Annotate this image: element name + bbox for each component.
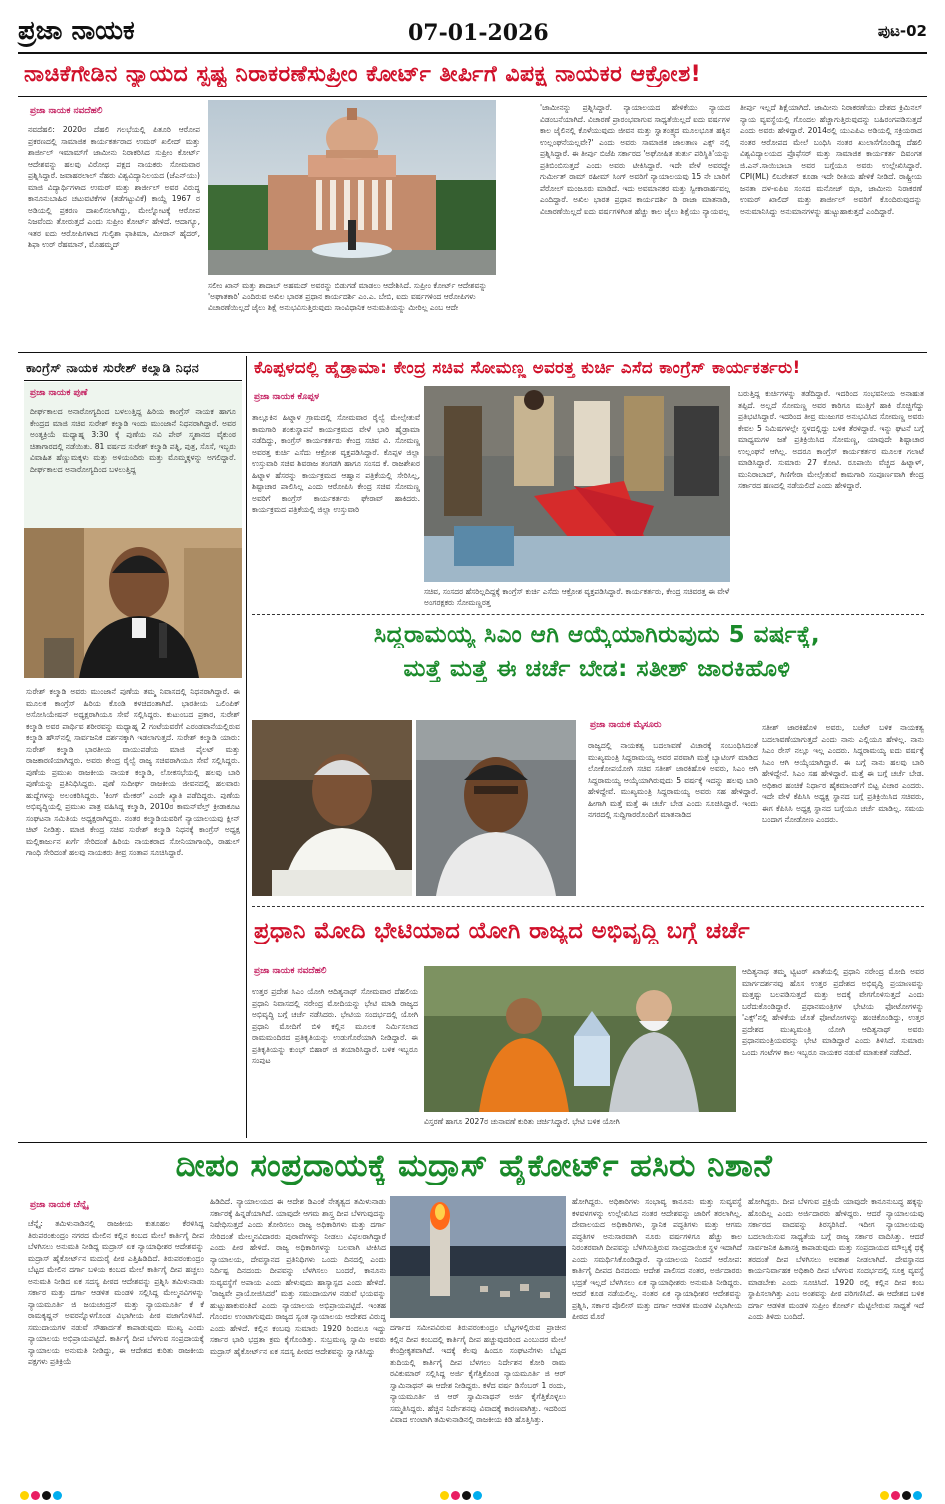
- story2-intro: ದೀರ್ಘಕಾಲದ ಅನಾರೋಗ್ಯದಿಂದ ಬಳಲುತ್ತಿದ್ದ ಹಿರಿಯ ಕಾಂಗ್ರೆಸ್ ನಾಯಕ ಹಾಗೂ ಕೇಂದ್ರದ ಮಾಜಿ ಸಚಿವ ಸುರೇಶ್ ಕಲ್ಮಾಡಿ ಇಂದು ಮುಂಜಾನೆ ನಿಧನರಾಗಿದ್ದಾರೆ. ಅವರ ಅಂತ್ಯಕ್ರಿಯೆ ಮಧ್ಯಾಹ್ನ 3:30 ಕ್ಕೆ ಪುಣೆಯ ನವಿ ಪೇಠ್ ಸ್ಮಶಾನದ ವೈಕುಂಠ ಚಿತಾಗಾರದಲ್ಲಿ ನಡೆಯಿತು. 81 ವರ್ಷದ ಸುರೇಶ್ ಕಲ್ಮಾಡಿ ಪತ್ನಿ, ಪುತ್ರ, ಸೊಸೆ, ಇಬ್ಬರು ವಿವಾಹಿತ ಹೆಣ್ಣುಮಕ್ಕಳು ಮತ್ತು ಅಳಿಯಂದಿರು ಮತ್ತು ಮೊಮ್ಮಕ್ಕಳನ್ನು ಅಗಲಿದ್ದಾರೆ. ದೀರ್ಘಕಾಲದ ಅನಾರೋಗ್ಯದಿಂದ ಬಳಲುತ್ತಿದ್ದ: [30, 407, 236, 474]
- divider: [18, 352, 927, 353]
- registration-dot: [31, 1491, 40, 1500]
- story4-byline: ಪ್ರಜಾ ನಾಯಕ ಮೈಸೂರು: [590, 720, 662, 730]
- registration-dot: [20, 1491, 29, 1500]
- story2-body: ಸುರೇಶ್ ಕಲ್ಮಾಡಿ ಅವರು ಮುಂಜಾನೆ ಪುಣೆಯ ತಮ್ಮ ನಿವಾಸದಲ್ಲಿ ನಿಧನರಾಗಿದ್ದಾರೆ. ಈ ಮೂಲಕ ಕಾಂಗ್ರೆಸ್ ಹಿರಿಯ ಕೊಂಡಿ ಕಳಚಿದಂತಾಗಿದೆ. ಭಾರತೀಯ ಒಲಿಂಪಿಕ್ ಅಸೋಸಿಯೇಷನ್ ಅಧ್ಯಕ್ಷರಾಗಿಯೂ ಸೇವೆ ಸಲ್ಲಿಸಿದ್ದರು. ಕುಟುಂಬದ ಪ್ರಕಾರ, ಸುರೇಶ್ ಕಲ್ಮಾಡಿ ಅವರ ಪಾರ್ಥಿವ ಶರೀರವನ್ನು ಮಧ್ಯಾಹ್ನ 2 ಗಂಟೆಯವರೆಗೆ ಎರಂಡವಾನೆಯಲ್ಲಿರುವ ಕಲ್ಮಾಡಿ ಹೌಸ್‌ನಲ್ಲಿ ಸಾರ್ವಜನಿಕ ದರ್ಶನಕ್ಕಾಗಿ ಇಡಲಾಗುತ್ತದೆ. ಸುರೇಶ್ ಕಲ್ಮಾಡಿ ಯಾರು: ಸುರೇಶ್ ಕಲ್ಮಾಡಿ ಭಾರತೀಯ ವಾಯುಪಡೆಯ ಮಾಜಿ ಪೈಲಟ್ ಮತ್ತು ರಾಜಕಾರಣಿಯಾಗಿದ್ದರು. ಅವರು ಕೇಂದ್ರ ರೈಲ್ವೆ ರಾಜ್ಯ ಸಚಿವರಾಗಿಯೂ ಸೇವೆ ಸಲ್ಲಿಸಿದ್ದರು. ಪುಣೆಯ ಪ್ರಮುಖ ರಾಜಕೀಯ ನಾಯಕ ಕಲ್ಮಾಡಿ, ಲೋಕಸಭೆಯಲ್ಲಿ ಹಲವು ಬಾರಿ ಪುಣೆಯನ್ನು ಪ್ರತಿನಿಧಿಸಿದ್ದರು. ಪುಣೆ ಸುದೀರ್ಘ ರಾಜಕೀಯ ಜೀವನದಲ್ಲಿ ಹಲವಾರು ಹುದ್ದೆಗಳನ್ನು ಅಲಂಕರಿಸಿದ್ದರು. 'ಕಿಂಗ್ ಮೇಕರ್' ಎಂದೇ ಖ್ಯಾತಿ ಪಡೆದಿದ್ದರು. ಪುಣೆಯ ಅಭಿವೃದ್ಧಿಯಲ್ಲಿ ಪ್ರಮುಖ ಪಾತ್ರ ವಹಿಸಿದ್ದ ಕಲ್ಮಾಡಿ, 2010ರ ಕಾಮನ್‌ವೆಲ್ತ್ ಕ್ರೀಡಾಕೂಟ ಸಂಘಟನಾ ಸಮಿತಿಯ ಅಧ್ಯಕ್ಷರಾಗಿದ್ದರು. ನಂತರ ಕಲ್ಮಾಡಿಯವರಿಗೆ ನ್ಯಾಯಾಲಯವು ಕ್ಲೀನ್ ಚಿಟ್ ನೀಡಿತ್ತು. ಮಾಜಿ ಕೇಂದ್ರ ಸಚಿವ ಸುರೇಶ್ ಕಲ್ಮಾಡಿ ನಿಧನಕ್ಕೆ ಕಾಂಗ್ರೆಸ್ ಅಧ್ಯಕ್ಷ ಮಲ್ಲಿಕಾರ್ಜುನ ಖರ್ಗೆ ಸೇರಿದಂತೆ ಹಿರಿಯ ನಾಯಕರಾದ ಸೋನಿಯಾಗಾಂಧಿ, ರಾಹುಲ್ ಗಾಂಧಿ ಸೇರಿದಂತೆ ಹಲವು ನಾಯಕರು ತೀವ್ರ ಸಂತಾಪ ಸೂಚಿಸಿದ್ದಾರೆ.: [26, 687, 240, 857]
- newspaper-title: ಪ್ರಜಾ ನಾಯಕ: [18, 16, 135, 46]
- story1-column-1: ನವದೆಹಲಿ: 2020ರ ದೆಹಲಿ ಗಲಭೆಯಲ್ಲಿ ಪಿತೂರಿ ಆರೋಪ ಪ್ರಕರಣದಲ್ಲಿ ಸಾಮಾಜಿಕ ಕಾರ್ಯಕರ್ತರಾದ ಉಮರ್ ಖಲೀದ್ ಮತ್ತು ಶಾರ್ಜೀಲ್ ಇಮಾಮ್‌ಗೆ ಜಾಮೀನು ನಿರಾಕರಿಸಿದ ಸುಪ್ರೀಂ ಕೋರ್ಟ್ ಆದೇಶವನ್ನು ಹಲವು ವಿರೋಧ ಪಕ್ಷದ ನಾಯಕರು ಸೋಮವಾರ ಪ್ರಶ್ನಿಸಿದ್ದಾರೆ. ಜವಾಹರಲಾಲ್ ನೆಹರು ವಿಶ್ವವಿದ್ಯಾನಿಲಯದ (ಜೆಎನ್‌ಯು) ಮಾಜಿ ವಿದ್ಯಾರ್ಥಿಗಳಾದ ಉಮರ್ ಮತ್ತು ಶಾರ್ಜೀಲ್ ಅವರ ವಿರುದ್ಧ ಕಾನೂನುಬಾಹಿರ ಚಟುವಟಿಕೆಗಳ (ತಡೆಗಟ್ಟುವಿಕೆ) ಕಾಯ್ದೆ 1967 ರ ಅಡಿಯಲ್ಲಿ ಪ್ರಕರಣ ದಾಖಲಿಸಲಾಗಿದ್ದು, ಮೇಲ್ನೋಟಕ್ಕೆ ಆರೋಪ ನಿಜವೆಂದು ತೋರುತ್ತದೆ ಎಂದು ಸುಪ್ರೀಂ ಕೋರ್ಟ್ ಹೇಳಿದೆ. ಆದಾಗ್ಯೂ, ಇತರ ಐದು ಆರೋಪಿಗಳಾದ ಗುಲ್ಫಿಶಾ ಫಾತಿಮಾ, ಮೀರಾನ್ ಹೈದರ್, ಶಿಫಾ ಉರ್ ರೆಹಮಾನ್, ಮೊಹಮ್ಮದ್: [28, 125, 200, 249]
- story4-column-1: ರಾಜ್ಯದಲ್ಲಿ ನಾಯಕತ್ವ ಬದಲಾವಣೆ ವಿಚಾರಕ್ಕೆ ಸಂಬಂಧಿಸಿದಂತೆ ಮುಖ್ಯಮಂತ್ರಿ ಸಿದ್ದರಾಮಯ್ಯ ಅವರ ಪರವಾಗಿ ಮತ್ತೆ ಬ್ಯಾಟಿಂಗ್ ಮಾಡಿದ ಲೋಕೋಪಯೋಗಿ ಸಚಿವ ಸತೀಶ್ ಜಾರಕಿಹೊಳಿ ಅವರು, ಸಿಎಂ ಆಗಿ ಸಿದ್ದರಾಮಯ್ಯ ಆಯ್ಕೆಯಾಗಿರುವುದು 5 ವರ್ಷಕ್ಕೆ ಇದನ್ನು ಹಲವು ಬಾರಿ ಹೇಳಿದ್ದೇವೆ. ಮುಖ್ಯಮಂತ್ರಿ ಸಿದ್ದರಾಮಯ್ಯ ಅವರು ಸಹ ಹೇಳಿದ್ದಾರೆ. ಹೀಗಾಗಿ ಮತ್ತೆ ಮತ್ತೆ ಈ ಚರ್ಚೆ ಬೇಡ ಎಂದು ಸೂಚಿಸಿದ್ದಾರೆ. ಇಂದು ನಗರದಲ್ಲಿ ಸುದ್ದಿಗಾರರೊಂದಿಗೆ ಮಾತನಾಡಿದ: [588, 741, 758, 819]
- divider: [18, 96, 927, 97]
- divider: [24, 380, 242, 381]
- story3-image-caption: ಸಚಿವ, ಸಂಸದರ ಹೆಸರಿಲ್ಲದಿದ್ದಕ್ಕೆ ಕಾಂಗ್ರೆಸ್ ಕುರ್ಚಿ ಎಸೆದು ಆಕ್ರೋಶ ವ್ಯಕ್ತಪಡಿಸಿದ್ದಾರೆ. ಕಾರ್ಯಕರ್ತರು, ಕೇಂದ್ರ ಸಚಿವರತ್ತ ಈ ವೇಳೆ ಅಂಗರಕ್ಷಕರು ಸೋಮಣ್ಣರತ್ತ: [424, 587, 730, 607]
- column-divider: [246, 356, 247, 1138]
- yogi-modi-photo: [424, 966, 736, 1112]
- registration-marks-right: [880, 1485, 924, 1504]
- story6-column-4: ಹೋಗಿದ್ದರು. ಅಧಿಕಾರಿಗಳು ಸಂಭಾವ್ಯ ಕಾನೂನು ಮತ್ತು ಸುವ್ಯವಸ್ಥೆ ಕಳವಳಗಳನ್ನು ಉಲ್ಲೇಖಿಸಿದ ನಂತರ ಆದೇಶವನ್ನು ಜಾರಿಗೆ ತರಲಾಗಿಲ್ಲ. ದೇವಾಲಯದ ಅಧಿಕಾರಿಗಳು, ಸ್ಥಾನಿಕ ಪದ್ಧತಿಗಳು ಮತ್ತು ಆಗಮ ಪದ್ಧತಿಗಳ ಅನುಸಾರವಾಗಿ ನೂರು ವರ್ಷಗಳಿಗೂ ಹೆಚ್ಚು ಕಾಲ ನಿರಂತರವಾಗಿ ದೀಪವನ್ನು ಬೆಳಗಿಸುತ್ತಿರುವ ಸಾಂಪ್ರದಾಯಿಕ ಸ್ಥಳ ಇದಾಗಿದೆ ಎಂದು ಸಮರ್ಥಿಸಿಕೊಂಡಿದ್ದಾರೆ. ನ್ಯಾಯಾಲಯ ನಿಂದನೆ ಆರೋಪ: ಕಾರ್ತಿಗೈ ದೀಪದ ದಿನದಂದು ಆದೇಶ ಪಾಲಿಸದ ನಂತರ, ಅರ್ಜಿದಾರರು ಭದ್ರತೆ ಇಲ್ಲದೆ ಬೆಳಗಿಸಲು ಏಕ ನ್ಯಾಯಾಧೀಶರು ಅನುಮತಿ ನೀಡಿದ್ದರು. ಆದರೆ ಕೂಡ ನಡೆಯಲಿಲ್ಲ. ನಂತರ ಏಕ ನ್ಯಾಯಾಧೀಶರ ಆದೇಶವನ್ನು ಪ್ರಶ್ನಿಸಿ, ಸರ್ಕಾರ ಪೊಲೀಸ್ ಮತ್ತು ದರ್ಗಾ ಆಡಳಿತ ಮಂಡಳಿ ವಿಭಾಗೀಯ ಪೀಠದ ಮೊರೆ: [572, 1197, 742, 1321]
- story1-image-caption: ಸಲೀಂ ಖಾನ್ ಮತ್ತು ಶಾದಾಬ್ ಅಹಮದ್ ಅವರನ್ನು ಬಿಡುಗಡೆ ಮಾಡಲು ಆದೇಶಿಸಿದೆ. ಸುಪ್ರೀಂ ಕೋರ್ಟ್ ಆದೇಶವನ್ನು 'ಅಘಾತಕಾರಿ' ಎಂದಿರುವ ಅಖಿಲ ಭಾರತ ಪ್ರಧಾನ ಕಾರ್ಯದರ್ಶಿ ಎಂ.ಎ. ಬೇಬಿ, ಐದು ವರ್ಷಗಳಿಂದ ಆರೋಪಿಗಳು ವಿಚಾರಣೆಯಿಲ್ಲದೆ ಜೈಲು ಶಿಕ್ಷೆ ಅನುಭವಿಸುತ್ತಿರುವುದು ಸಾಂವಿಧಾನಿಕ ಅನುಮತಿಯನ್ನು ಮೀರಿಲ್ಲ ಎಂಬ ಆದೇ: [208, 281, 487, 312]
- suresh-kalmadi-photo: [24, 528, 242, 678]
- registration-dot: [42, 1491, 51, 1500]
- registration-dot: [913, 1491, 922, 1500]
- registration-dot: [53, 1491, 62, 1500]
- issue-date: 07-01-2026: [408, 20, 549, 46]
- satish-jarkiholi-photo: [416, 720, 576, 896]
- thiruparankundram-lamp-photo: [390, 1196, 566, 1318]
- story5-headline: ಪ್ರಧಾನಿ ಮೋದಿ ಭೇಟಿಯಾದ ಯೋಗಿ ರಾಜ್ಯದ ಅಭಿವೃದ್ಧಿ ಬಗ್ಗೆ ಚರ್ಚೆ: [254, 918, 750, 944]
- story1-byline: ಪ್ರಜಾ ನಾಯಕ ನವದೆಹಲಿ: [30, 106, 103, 116]
- story3-column-1: ತಾಲ್ಲೂಕಿನ ಹಿಟ್ನಾಳ ಗ್ರಾಮದಲ್ಲಿ ಸೋಮವಾರ ರೈಲ್ವೆ ಮೇಲ್ಸೇತುವೆ ಕಾಮಗಾರಿ ಶಂಕುಸ್ಥಾಪನೆ ಕಾರ್ಯಕ್ರಮದ ವೇಳೆ ಭಾರಿ ಹೈಡ್ರಾಮಾ ನಡೆದಿದ್ದು, ಕಾಂಗ್ರೆಸ್ ಕಾರ್ಯಕರ್ತರು ಕೇಂದ್ರ ಸಚಿವ ವಿ. ಸೋಮಣ್ಣ ಅವರತ್ತ ಕುರ್ಚಿ ಎಸೆದು ಆಕ್ರೋಶ ವ್ಯಕ್ತಪಡಿಸಿದ್ದಾರೆ. ಕೊಪ್ಪಳ ಜಿಲ್ಲಾ ಉಸ್ತುವಾರಿ ಸಚಿವ ಶಿವರಾಜ ತಂಗಡಗಿ ಹಾಗೂ ಸಂಸದ ಕೆ. ರಾಜಶೇಖರ ಹಿಟ್ನಾಳ ಹೆಸರನ್ನು ಕಾರ್ಯಕ್ರಮದ ಆಹ್ವಾನ ಪತ್ರಿಕೆಯಲ್ಲಿ ಸೇರಿಸಿಲ್ಲ, ಶಿಷ್ಟಾಚಾರ ಪಾಲಿಸಿಲ್ಲ ಎಂದು ಆರೋಪಿಸಿ ಕೇಂದ್ರ ಸಚಿವ ಸೋಮಣ್ಣ ಅವರಿಗೆ ಕಾಂಗ್ರೆಸ್ ಕಾರ್ಯಕರ್ತರು ಘೇರಾವ್ ಹಾಕಿದರು. ಕಾರ್ಯಕ್ರಮದ ಪತ್ರಿಕೆಯಲ್ಲಿ ಜಿಲ್ಲಾ ಉಸ್ತುವಾರಿ: [252, 413, 420, 514]
- story5-byline: ಪ್ರಜಾ ನಾಯಕ ನವದೆಹಲಿ: [254, 966, 327, 976]
- story2-headline: ಕಾಂಗ್ರೆಸ್ ನಾಯಕ ಸುರೇಶ್ ಕಲ್ಮಾಡಿ ನಿಧನ: [26, 360, 200, 375]
- story6-byline: ಪ್ರಜಾ ನಾಯಕ ಚೆನ್ನೈ: [30, 1200, 89, 1210]
- story1-headline: ನಾಚಿಕೆಗೇಡಿನ ನ್ಯಾಯದ ಸ್ಪಷ್ಟ ನಿರಾಕರಣೆಸುಪ್ರೀಂ ಕೋರ್ಟ್ ತೀರ್ಪಿಗೆ ವಿಪಕ್ಷ ನಾಯಕರ ಆಕ್ರೋಶ!: [24, 62, 702, 87]
- story6-column-2: ಹಿಡಿದಿದೆ. ನ್ಯಾಯಾಲಯದ ಈ ಆದೇಶ ಡಿಎಂಕೆ ನೇತೃತ್ವದ ತಮಿಳುನಾಡು ಸರ್ಕಾರಕ್ಕೆ ಹಿನ್ನಡೆಯಾಗಿದೆ. ಯಾವುದೇ ಆಗಮ ಶಾಸ್ತ್ರ ದೀಪ ಬೆಳಗುವುದನ್ನು ನಿಷೇಧಿಸುತ್ತದೆ ಎಂದು ತೋರಿಸಲು ರಾಜ್ಯ ಅಧಿಕಾರಿಗಳು ಮತ್ತು ದರ್ಗಾ ಸೇರಿದಂತೆ ಮೇಲ್ಮನವಿದಾರರು ಪುರಾವೆಗಳನ್ನು ನೀಡಲು ವಿಫಲರಾಗಿದ್ದಾರೆ ಎಂದು ಪೀಠ ಹೇಳಿದೆ. ರಾಜ್ಯ ಅಧಿಕಾರಿಗಳನ್ನು ಬಲವಾಗಿ ಟೀಕಿಸಿದ ನ್ಯಾಯಾಲಯ, ದೇವಸ್ಥಾನದ ಪ್ರತಿನಿಧಿಗಳು ಒಂದು ದಿನದಲ್ಲಿ ಎಂದು ನಿರ್ದಿಷ್ಟ ದಿನದಂದು ದೀಪವನ್ನು ಬೆಳಗಿಸಲು ಬಂದರೆ, ಕಾನೂನು ಸುವ್ಯವಸ್ಥೆಗೆ ಅಪಾಯ ಎಂದು ಹೇಳುವುದು ಹಾಸ್ಯಾಸ್ಪದ ಎಂದು ಹೇಳಿದೆ. 'ರಾಜ್ಯವೇ ಪ್ರಾಯೋಜಿಸಿದರೆ' ಮತ್ತು ಸಮುದಾಯಗಳ ನಡುವೆ ಭಯವನ್ನು ಹುಟ್ಟುಹಾಕುವಂತಿದೆ ಎಂದು ನ್ಯಾಯಾಲಯ ಅಭಿಪ್ರಾಯಪಟ್ಟಿದೆ. ಇಂತಹ ಗೊಂದಲ ಉಂಟಾಗುವುದು ರಾಜ್ಯದ ಸ್ವಂತ ನ್ಯಾಯಾಲಯ ಆದೇಶದ ವಿರುದ್ಧ ಎಂದು ಹೇಳಿದೆ. ಕಲ್ಲಿನ ಕಂಬವು ಸುಮಾರು 1920 ರಿಂದಲೂ ಇದ್ದು ಸರ್ಕಾರ ಭಾರಿ ಭದ್ರತಾ ಕ್ರಮ ಕೈಗೊಂಡಿತ್ತು. ಸುಬ್ರಮಣ್ಯ ಸ್ವಾಮಿ ಅವರು ಮದ್ರಾಸ್ ಹೈಕೋರ್ಟ್‌ನ ಏಕ ಸದಸ್ಯ ಪೀಠದ ಆದೇಶವನ್ನು ಸ್ವಾಗತಿಸಿದ್ದು: [210, 1197, 386, 1356]
- story6-headline: ದೀಪಂ ಸಂಪ್ರದಾಯಕ್ಕೆ ಮದ್ರಾಸ್ ಹೈಕೋರ್ಟ್ ಹಸಿರು ನಿಶಾನೆ: [175, 1148, 773, 1184]
- koppal-chair-photo: [424, 386, 730, 582]
- divider: [18, 1142, 927, 1143]
- registration-dot: [473, 1491, 482, 1500]
- masthead: [18, 14, 927, 54]
- story5-image-caption: ವಿಸ್ತರಣೆ ಹಾಗೂ 2027ರ ಚುನಾವಣೆ ಕುರಿತು ಚರ್ಚಿಸಿದ್ದಾರೆ. ಭೇಟಿ ಬಳಿಕ ಯೋಗಿ: [424, 1117, 620, 1126]
- registration-marks-left: [20, 1485, 64, 1504]
- story6-column-1: ಚೆನ್ನೈ: ತಮಿಳುನಾಡಿನಲ್ಲಿ ರಾಜಕೀಯ ಕುತೂಹಲ ಕೆರಳಿಸಿದ್ದ ತಿರುಪರಂಕುಂದ್ರಂ ನಗರದ ಮೇಲಿನ ಕಲ್ಲಿನ ಕಂಬದ ಮೇಲೆ ಕಾರ್ತಿಗೈ ದೀಪ ಬೆಳಗಿಸಲು ಅನುಮತಿ ನೀಡಿದ್ದ ಮದ್ರಾಸ್ ಏಕ ನ್ಯಾಯಾಧೀಶರ ಆದೇಶವನ್ನು ಮದ್ರಾಸ್ ಹೈಕೋರ್ಟ್‌ನ ಮದುರೈ ಪೀಠ ಎತ್ತಿಹಿಡಿದಿದೆ. ತಿರುಪರಂಕುಂದ್ರಂ ಬೆಟ್ಟದ ಮೇಲಿನ ದರ್ಗಾ ಬಳಿಯ ಕಂಬದ ಮೇಲೆ ಕಾರ್ತಿಗೈ ದೀಪ ಹಚ್ಚಲು ಅನುಮತಿ ನೀಡಿದ ಏಕ ಸದಸ್ಯ ಪೀಠದ ಆದೇಶವನ್ನು ಪ್ರಶ್ನಿಸಿ ತಮಿಳುನಾಡು ಸರ್ಕಾರ ಮತ್ತು ದರ್ಗಾ ಆಡಳಿತ ಮಂಡಳಿ ಸಲ್ಲಿಸಿದ್ದ ಮೇಲ್ಮನವಿಗಳನ್ನು ನ್ಯಾಯಮೂರ್ತಿ ಜಿ ಜಯಚಂದ್ರನ್ ಮತ್ತು ನ್ಯಾಯಮೂರ್ತಿ ಕೆ ಕೆ ರಾಮಕೃಷ್ಣನ್ ಅವರನ್ನೊಳಗೊಂಡ ವಿಭಾಗೀಯ ಪೀಠ ವಜಾಗೊಳಿಸಿದೆ. ಸಮುದಾಯಗಳ ನಡುವೆ ಸೌಹಾರ್ದತೆ ಕಾಪಾಡುವುದು ಮುಖ್ಯ ಎಂದು ನ್ಯಾಯಾಲಯ ಅಭಿಪ್ರಾಯಪಟ್ಟಿದೆ. ಕಾರ್ತಿಗೈ ದೀಪ ಬೆಳಗುವ ಸಂಪ್ರದಾಯಕ್ಕೆ ನ್ಯಾಯಾಲಯ ಅನುಮತಿ ನೀಡಿದ್ದು, ಈ ಆದೇಶದ ಕುರಿತು ರಾಜಕೀಯ ಪಕ್ಷಗಳು ಪ್ರತಿಕ್ರಿಯೆ: [28, 1219, 204, 1366]
- story6-column-3: ದರ್ಗಾದ ಸಮೀಪವಿರುವ ತಿರುಪರಂಕುಂದ್ರಂ ಬೆಟ್ಟಗಳಲ್ಲಿರುವ ಪ್ರಾಚೀನ ಕಲ್ಲಿನ ದೀಪ ಕಂಬದಲ್ಲಿ ಕಾರ್ತಿಗೈ ದೀಪ ಹಚ್ಚುವುದರಿಂದ ಎಂಬುದರ ಮೇಲೆ ಕೇಂದ್ರೀಕೃತವಾಗಿದೆ. ಇದಕ್ಕೆ ಕೆಲವು ಹಿಂದೂ ಸಂಘಟನೆಗಳು ಬೆಟ್ಟದ ತುದಿಯಲ್ಲಿ ಕಾರ್ತಿಗೈ ದೀಪ ಬೆಳಗಲು ನಿರ್ದೇಶನ ಕೋರಿ ರಾಮ ರವಿಕುಮಾರ್ ಸಲ್ಲಿಸಿದ್ದ ಅರ್ಜಿ ಕೈಗೆತ್ತಿಕೊಂಡ ನ್ಯಾಯಮೂರ್ತಿ ಜಿ ಆರ್ ಸ್ವಾಮಿನಾಥನ್ ಈ ಆದೇಶ ನೀಡಿದ್ದರು. ಕಳೆದ ವರ್ಷ ಡಿಸೆಂಬರ್ 1 ರಂದು, ನ್ಯಾಯಮೂರ್ತಿ ಜಿ ಆರ್ ಸ್ವಾಮಿನಾಥನ್ ಅರ್ಜಿ ಕೈಗೆತ್ತಿಕೊಳ್ಳಲು ಸಮ್ಮತಿಸಿದ್ದರು. ಹೆಚ್ಚಿನ ನಿರ್ದೇಶನವು ವಿವಾದಕ್ಕೆ ಕಾರಣವಾಗಿತ್ತು. ಇದರಿಂದ ವಿವಾದ ಉಂಟಾಗಿ ತಮಿಳುನಾಡಿನಲ್ಲಿ ರಾಜಕೀಯ ಕಿಡಿ ಹೊತ್ತಿಸಿತ್ತು.: [390, 1323, 566, 1424]
- story2-byline: ಪ್ರಜಾ ನಾಯಕ ಪುಣೆ: [30, 388, 88, 398]
- story3-headline: ಕೊಪ್ಪಳದಲ್ಲಿ ಹೈಡ್ರಾಮಾ: ಕೇಂದ್ರ ಸಚಿವ ಸೋಮಣ್ಣ ಅವರತ್ತ ಕುರ್ಚಿ ಎಸೆದ ಕಾಂಗ್ರೆಸ್ ಕಾರ್ಯಕರ್ತರು!: [254, 358, 801, 377]
- registration-dot: [440, 1491, 449, 1500]
- registration-dot: [880, 1491, 889, 1500]
- story6-column-5: ಹೋಗಿದ್ದರು. ದೀಪ ಬೆಳಗುವ ಪ್ರಕ್ರಿಯೆ ಯಾವುದೇ ಕಾನೂನುಬದ್ಧ ಹಕ್ಕನ್ನು ಹೊಂದಿಲ್ಲ ಎಂದು ಅರ್ಜಿದಾರರು ಹೇಳಿದ್ದರು. ಆದರೆ ನ್ಯಾಯಾಲಯವು ಸರ್ಕಾರದ ವಾದವನ್ನು ತಿರಸ್ಕರಿಸಿದೆ. ಇದೀಗ ನ್ಯಾಯಾಲಯವು ಬದಲಾಯಿಸುವ ಸಾಧ್ಯತೆಯ ಬಗ್ಗೆ ರಾಜ್ಯ ಸರ್ಕಾರ ವಾದಿಸಿತ್ತು. ಆದರೆ ಸಾರ್ವಜನಿಕ ಹಿತಾಸಕ್ತಿ ಕಾಪಾಡುವುದು ಮತ್ತು ಸಂಪ್ರದಾಯದ ಮೌಲ್ಯಕ್ಕೆ ಧಕ್ಕೆ ತರದಂತೆ ದೀಪ ಬೆಳಗಿಸಲು ಅವಕಾಶ ನೀಡಲಾಗಿದೆ. ದೇವಸ್ಥಾನದ ಕಾರ್ಯನಿರ್ವಾಹಕ ಅಧಿಕಾರಿ ದೀಪ ಬೆಳಗುವ ಸಂದರ್ಭದಲ್ಲಿ ಸೂಕ್ತ ವ್ಯವಸ್ಥೆ ಮಾಡಬೇಕು ಎಂದು ಸೂಚಿಸಿದೆ. 1920 ರಲ್ಲಿ ಕಲ್ಲಿನ ದೀಪ ಕಂಬ ಸ್ಥಾಪಿಸಲಾಗಿತ್ತು ಎಂಬ ಅಂಶವನ್ನು ಪೀಠ ಪರಿಗಣಿಸಿದೆ. ಈ ಆದೇಶದ ಬಳಿಕ ದರ್ಗಾ ಆಡಳಿತ ಮಂಡಳಿ ಸುಪ್ರೀಂ ಕೋರ್ಟ್ ಮೆಟ್ಟಿಲೇರುವ ಸಾಧ್ಯತೆ ಇದೆ ಎಂದು ತಿಳಿದು ಬಂದಿದೆ.: [748, 1197, 924, 1321]
- story5-column-1: ಉತ್ತರ ಪ್ರದೇಶ ಸಿಎಂ ಯೋಗಿ ಆದಿತ್ಯನಾಥ್ ಸೋಮವಾರ ದೆಹಲಿಯ ಪ್ರಧಾನಿ ನಿವಾಸದಲ್ಲಿ ನರೇಂದ್ರ ಮೋದಿಯನ್ನು ಭೇಟಿ ಮಾಡಿ ರಾಜ್ಯದ ಅಭಿವೃದ್ಧಿ ಬಗ್ಗೆ ಚರ್ಚೆ ನಡೆಸಿದರು. ಭೇಟಿಯ ಸಂದರ್ಭದಲ್ಲಿ ಯೋಗಿ ಪ್ರಧಾನಿ ಮೋದಿಗೆ ಬಿಳಿ ಕಲ್ಲಿನ ಮೂಲಕ ನಿರ್ಮಿಸಲಾದ ರಾಮಮಂದಿರದ ಪ್ರತಿಕೃತಿಯನ್ನು ಉಡುಗೊರೆಯಾಗಿ ನೀಡಿದ್ದಾರೆ. ಈ ಪ್ರತಿಕೃತಿಯನ್ನು ಕುಂಭ್ ಬಿಹಾರ್ ಜಿ ತಯಾರಿಸಿದ್ದಾರೆ. ಬಳಿಕ ಇಬ್ಬರೂ ಸಂಪುಟ: [252, 987, 418, 1065]
- story3-byline: ಪ್ರಜಾ ನಾಯಕ ಕೊಪ್ಪಳ: [254, 392, 320, 402]
- divider: [252, 906, 924, 907]
- registration-dot: [891, 1491, 900, 1500]
- story4-headline-line-2: ಮತ್ತೆ ಮತ್ತೆ ಈ ಚರ್ಚೆ ಬೇಡ: ಸತೀಶ್ ಜಾರಕಿಹೊಳಿ: [403, 656, 791, 682]
- page-number: ಪುಟ-02: [877, 22, 927, 40]
- story4-headline-line-1: ಸಿದ್ದರಾಮಯ್ಯ ಸಿಎಂ ಆಗಿ ಆಯ್ಕೆಯಾಗಿರುವುದು 5 ವರ್ಷಕ್ಕೆ,: [373, 622, 821, 648]
- story5-column-3: ಆದಿತ್ಯನಾಥ ತಮ್ಮ ಟ್ವಿಟರ್ ಖಾತೆಯಲ್ಲಿ ಪ್ರಧಾನಿ ನರೇಂದ್ರ ಮೋದಿ ಅವರ ಮಾರ್ಗದರ್ಶನವು ಹೊಸ ಉತ್ತರ ಪ್ರದೇಶದ ಅಭಿವೃದ್ಧಿ ಪ್ರಯಾಣವನ್ನು ಮತ್ತಷ್ಟು ಬಲಪಡಿಸುತ್ತದೆ ಮತ್ತು ಅದಕ್ಕೆ ವೇಗಗೊಳಿಸುತ್ತದೆ ಎಂದು ಬರೆದುಕೊಂಡಿದ್ದಾರೆ. ಪ್ರಧಾನಮಂತ್ರಿಗಳ ಭೇಟಿಯ ಫೋಟೋಗಳನ್ನು 'ಎಕ್ಸ್'ನಲ್ಲಿ ಹೇಳಿಕೆಯ ಜೊತೆ ಫೋಟೋಗಳನ್ನು ಹಂಚಿಕೊಂಡಿದ್ದು, ಉತ್ತರ ಪ್ರದೇಶದ ಮುಖ್ಯಮಂತ್ರಿ ಯೋಗಿ ಆದಿತ್ಯನಾಥ್ ಅವರು ಪ್ರಧಾನಮಂತ್ರಿಯವರನ್ನು ಭೇಟಿ ಮಾಡಿದ್ದಾರೆ ಎಂದು ತಿಳಿಸಿದೆ. ಸುಮಾರು ಒಂದು ಗಂಟೆಗಳ ಕಾಲ ಇಬ್ಬರೂ ನಾಯಕರ ನಡುವೆ ಮಾತುಕತೆ ನಡೆದಿದೆ.: [742, 967, 924, 1057]
- story3-column-3: ಬರುತ್ತಿದ್ದ ಕುರ್ಚಿಗಳನ್ನು ತಡೆದಿದ್ದಾರೆ. ಇದರಿಂದ ಸಂಭವನೀಯ ಅನಾಹುತ ತಪ್ಪಿದೆ. ಅಲ್ಲದೆ ಸೋಮಣ್ಣ ಅವರ ಕಾರಿಗೂ ಮುತ್ತಿಗೆ ಹಾಕಿ ರೊಚ್ಚಿಗೆದ್ದು ಪ್ರತಿಭಟಿಸಿದ್ದಾರೆ. ಇದರಿಂದ ತೀವ್ರ ಮುಜುಗರ ಅನುಭವಿಸಿದ ಸೋಮಣ್ಣ ಅವರು ಕೇವಲ 5 ನಿಮಿಷಗಳಲ್ಲೇ ಸ್ಥಳದಲ್ಲಿದ್ದು ಬಳಿಕ ತೆರಳಿದ್ದಾರೆ. ಇನ್ನು ಘಟನೆ ಬಗ್ಗೆ ಮಾಧ್ಯಮಗಳ ಜತೆ ಪ್ರತಿಕ್ರಿಯಿಸಿದ ಸೋಮಣ್ಣ, ಯಾವುದೇ ಶಿಷ್ಟಾಚಾರ ಉಲ್ಲಂಘನೆ ಆಗಿಲ್ಲ. ಅದರೂ ಕಾಂಗ್ರೆಸ್ ಕಾರ್ಯಕರ್ತರ ಮೂಲಕ ಗಲಾಟೆ ಮಾಡಿಸಿದ್ದಾರೆ. ಸುಮಾರು 27 ಕೋಟಿ. ರೂಪಾಯಿ ವೆಚ್ಚದ ಹಿಟ್ನಾಳ್, ಮುನಿರಾಬಾದ್, ಗಿಣಿಗೇರಾ ಮೇಲ್ಸೇತುವೆ ಕಾಮಗಾರಿ ಸಂಪೂರ್ಣವಾಗಿ ಕೇಂದ್ರ ಸರ್ಕಾರದ ಹಣದಲ್ಲಿ ನಡೆಯಲಿದೆ ಎಂದು ಹೇಳಿದ್ದಾರೆ.: [738, 389, 924, 490]
- registration-dot: [462, 1491, 471, 1500]
- siddaramaiah-photo: [252, 720, 412, 896]
- divider: [252, 614, 924, 615]
- registration-dot: [902, 1491, 911, 1500]
- story4-column-2: ಸತೀಶ್ ಜಾರಕಿಹೊಳಿ ಅವರು, ಬಜೆಟ್ ಬಳಿಕ ನಾಯಕತ್ವ ಬದಲಾವಣೆಯಾಗುತ್ತದೆ ಎಂದು ನಾನು ಎಲ್ಲಿಯೂ ಹೇಳಿಲ್ಲ. ನಾನು ಸಿಎಂ ರೇಸ್ ನಲ್ಲೂ ಇಲ್ಲ ಎಂದರು. ಸಿದ್ದರಾಮಯ್ಯ ಐದು ವರ್ಷಕ್ಕೆ ಸಿಎಂ ಆಗಿ ಆಯ್ಕೆಯಾಗಿದ್ದಾರೆ. ಈ ಬಗ್ಗೆ ನಾನು ಹಲವು ಬಾರಿ ಹೇಳಿದ್ದೇನೆ. ಸಿಎಂ ಸಹ ಹೇಳಿದ್ದಾರೆ. ಮತ್ತೆ ಈ ಬಗ್ಗೆ ಚರ್ಚೆ ಬೇಡ. ಅಧಿಕಾರ ಹಂಚಿಕೆ ನಿರ್ಧಾರ ಹೈಕಮಾಂಡ್‌ಗೆ ಬಿಟ್ಟ ವಿಚಾರ ಎಂದರು. ಇದೇ ವೇಳೆ ಕೆಪಿಸಿಸಿ ಅಧ್ಯಕ್ಷ ಸ್ಥಾನದ ಬಗ್ಗೆ ಪ್ರತಿಕ್ರಿಯಿಸಿದ ಸಚಿವರು, ಈಗ ಕೆಪಿಸಿಸಿ ಅಧ್ಯಕ್ಷ ಸ್ಥಾನದ ಬಗ್ಗೆಯೂ ಚರ್ಚೆ ಮಾಡಿಲ್ಲ. ಸಮಯ ಬಂದಾಗ ನೋಡೋಣ ಎಂದರು.: [762, 723, 924, 824]
- supreme-court-photo: [208, 100, 496, 275]
- registration-marks-center: [440, 1485, 484, 1504]
- registration-dot: [451, 1491, 460, 1500]
- story1-column-3: 'ಜಾಮೀನನ್ನು ಪ್ರಶ್ನಿಸಿದ್ದಾರೆ. ನ್ಯಾಯಾಲಯದ ಹೇಳಿಕೆಯು ನ್ಯಾಯದ ವಿಡಂಬನೆಯಾಗಿದೆ. ವಿಚಾರಣೆ ಪ್ರಾರಂಭವಾಗುವ ಸಾಧ್ಯತೆಯಿಲ್ಲದೆ ಐದು ವರ್ಷಗಳ ಕಾಲ ಜೈಲಿನಲ್ಲಿ ಕೊಳೆಯುವುದು ಜೀವನ ಮತ್ತು ಸ್ವಾತಂತ್ರ್ಯದ ಮೂಲಭೂತ ಹಕ್ಕಿನ ಉಲ್ಲಂಘನೆಯಲ್ಲವೇ?' ಎಂದು ಅವರು ಸಾಮಾಜಿಕ ಜಾಲತಾಣ ಎಕ್ಸ್ ನಲ್ಲಿ ಪ್ರಶ್ನಿಸಿದ್ದಾರೆ. ಈ ತೀರ್ಪು ಬಿಜೆಪಿ ಸರ್ಕಾರದ 'ಅಘೋಷಿತ ತುರ್ತು ಪರಿಸ್ಥಿತಿ'ಯನ್ನು ಪ್ರತಿಬಿಂಬಿಸುತ್ತದೆ ಎಂದು ಅವರು ಟೀಕಿಸಿದ್ದಾರೆ. ಇದೇ ವೇಳೆ ಅವರದ್ದೇ ಗುರ್ಮೀತ್ ರಾಮ್ ರಹೀಮ್ ಸಿಂಗ್ ಅವರಿಗೆ ನ್ಯಾಯಾಲಯವು 15 ನೇ ಬಾರಿಗೆ ಪೆರೋಲ್ ಮಂಜೂರು ಮಾಡಿದೆ. ಇದು ಅವಮಾನಕರ ಮತ್ತು ಸ್ವೀಕಾರಾರ್ಹವಲ್ಲ ಎಂದಿದ್ದಾರೆ. ಅಖಿಲ ಭಾರತ ಪ್ರಧಾನ ಕಾರ್ಯದರ್ಶಿ ಡಿ ರಾಜಾ ಮಾತನಾಡಿ, ವಿಚಾರಣೆಯಿಲ್ಲದೆ ಐದು ವರ್ಷಗಳಿಗಿಂತ ಹೆಚ್ಚು ಕಾಲ ಜೈಲು ಶಿಕ್ಷೆಯು ನ್ಯಾಯವಲ್ಲ: [540, 103, 730, 216]
- story1-column-4: ತೀರ್ಪು ಇಲ್ಲದೆ ಶಿಕ್ಷೆಯಾಗಿದೆ. ಜಾಮೀನು ನಿರಾಕರಣೆಯು ದೇಶದ ಕ್ರಿಮಿನಲ್ ನ್ಯಾಯ ವ್ಯವಸ್ಥೆಯಲ್ಲಿ ಗೊಂದಲ ಹೆಚ್ಚಾಗುತ್ತಿರುವುದನ್ನು ಬಹಿರಂಗಪಡಿಸುತ್ತದೆ ಎಂದು ಅವರು ಹೇಳಿದ್ದಾರೆ. 2014ರಲ್ಲಿ ಯುಎಪಿಎ ಅಡಿಯಲ್ಲಿ ಸಕ್ರಿಯರಾದ ನಂತರ ಆರೋಪದ ಮೇಲೆ ಬಂಧಿಸಿ ನಂತರ ಖುಲಾಸೆಗೊಂಡಿದ್ದ ದೆಹಲಿ ವಿಶ್ವವಿದ್ಯಾಲಯದ ಪ್ರೊಫೆಸರ್ ಮತ್ತು ಸಾಮಾಜಿಕ ಕಾರ್ಯಕರ್ತ ದಿವಂಗತ ಜಿ.ಎನ್.ಸಾಯಿಬಾಬಾ ಅವರ ಬಗ್ಗೆಯೂ ಅವರು ಉಲ್ಲೇಖಿಸಿದ್ದಾರೆ. CPI(ML) ಲಿಬರೇಶನ್ ಕೂಡಾ ಇದೇ ರೀತಿಯ ಹೇಳಿಕೆ ನೀಡಿದೆ. ರಾಷ್ಟ್ರೀಯ ಜನತಾ ದಳ-ಏಪಿಐ ಸಂಸದ ಮನೋಜ್ ಝಾ, ಜಾಮೀನು ನಿರಾಕರಣೆ ಉಮರ್ ಖಾಲಿದ್ ಮತ್ತು ಶಾರ್ಜೀಲ್ ಅವರಿಗೆ ಕೊಂದಿರುವುದನ್ನು ಅನುಮಾನಿಸಿದ್ದು ಅನುಮಾನಗಳನ್ನು ಹುಟ್ಟುಹಾಕುತ್ತದೆ ಎಂದಿದ್ದಾರೆ.: [740, 103, 922, 216]
